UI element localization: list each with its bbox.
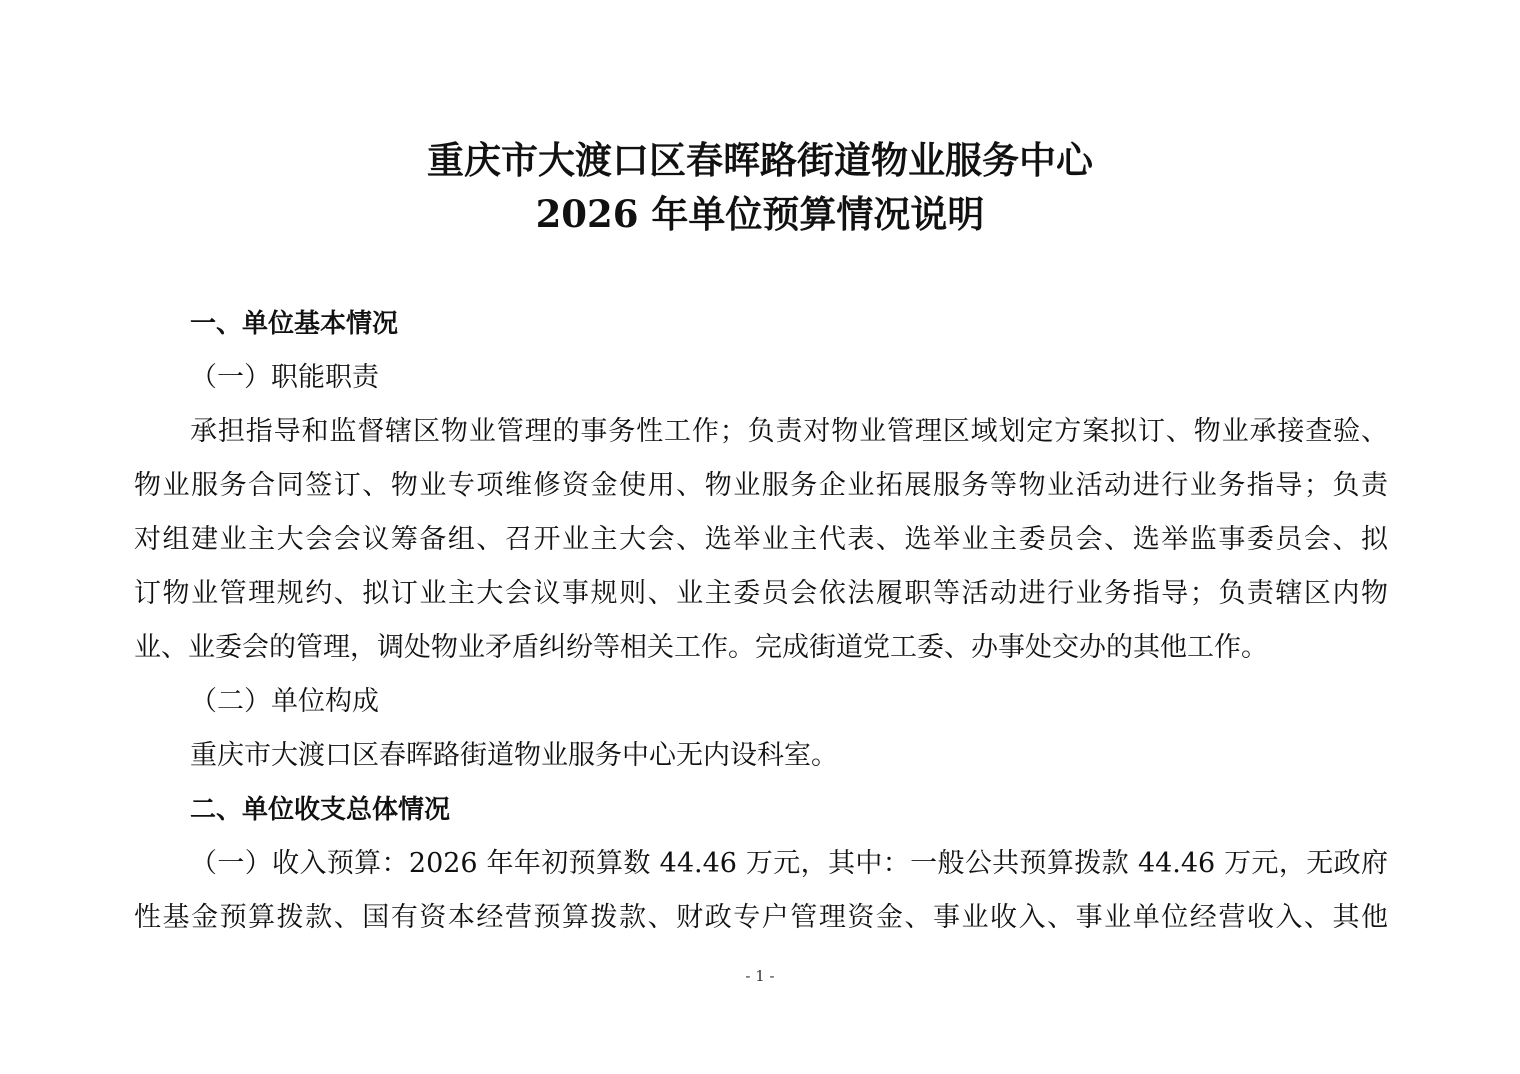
duties-paragraph-line-4: 订物业管理规约、拟订业主大会议事规则、业主委员会依法履职等活动进行业务指导；负责辖区内物 bbox=[134, 578, 1388, 609]
income-paragraph-line-1: （一）收入预算：2026 年年初预算数 44.46 万元，其中：一般公共预算拨款 44.46 万元，无政府 bbox=[190, 848, 1388, 879]
income-paragraph-line-2: 性基金预算拨款、国有资本经营预算拨款、财政专户管理资金、事业收入、事业单位经营收入、其他 bbox=[134, 902, 1388, 933]
section-heading-basic-info: 一、单位基本情况 bbox=[190, 309, 399, 339]
section-heading-overall: 二、单位收支总体情况 bbox=[190, 795, 451, 825]
duties-paragraph-line-2: 物业服务合同签订、物业专项维修资金使用、物业服务企业拓展服务等物业活动进行业务指导；负责 bbox=[134, 470, 1388, 501]
page-number: - 1 - bbox=[745, 967, 775, 985]
subheading-duties: （一）职能职责 bbox=[190, 362, 379, 393]
document-title-line2: 2026 年单位预算情况说明 bbox=[535, 192, 985, 236]
duties-paragraph-line-1: 承担指导和监督辖区物业管理的事务性工作；负责对物业管理区域划定方案拟订、物业承接查验、 bbox=[190, 416, 1388, 447]
duties-paragraph-line-3: 对组建业主大会会议筹备组、召开业主大会、选举业主代表、选举业主委员会、选举监事委员会、拟 bbox=[134, 524, 1388, 555]
duties-paragraph-line-5: 业、业委会的管理，调处物业矛盾纠纷等相关工作。完成街道党工委、办事处交办的其他工作。 bbox=[134, 632, 1268, 663]
composition-paragraph: 重庆市大渡口区春晖路街道物业服务中心无内设科室。 bbox=[190, 740, 838, 771]
subheading-composition: （二）单位构成 bbox=[190, 686, 379, 717]
document-title-line1: 重庆市大渡口区春晖路街道物业服务中心 bbox=[427, 138, 1093, 182]
